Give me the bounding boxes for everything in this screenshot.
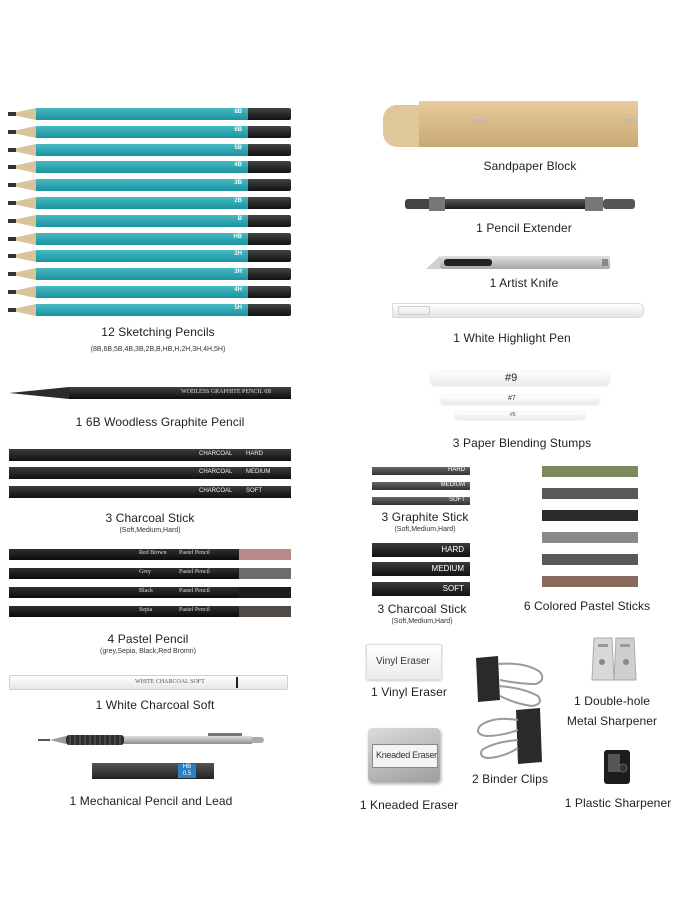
graphite-subcaption: (Soft,Medium,Hard) bbox=[394, 526, 456, 533]
pencil-grade-label: B bbox=[237, 215, 242, 222]
pastel-pencil bbox=[9, 606, 239, 617]
pencil-grade-label: 2H bbox=[234, 251, 242, 258]
stumps-caption: 3 Paper Blending Stumps bbox=[452, 436, 592, 450]
double-sharpener-caption-2: Metal Sharpener bbox=[566, 714, 658, 728]
charcoal-right-subcaption: (Soft,Medium,Hard) bbox=[391, 618, 453, 625]
sketching-pencil bbox=[8, 304, 291, 316]
white-charcoal-pencil bbox=[9, 675, 288, 690]
colored-pastel-stick bbox=[542, 576, 638, 587]
sketching-pencil bbox=[8, 197, 291, 209]
lead-tube bbox=[92, 763, 214, 779]
sketching-pencil bbox=[8, 233, 291, 245]
mechanical-pencil bbox=[38, 733, 264, 749]
pencil-grade-label: 3B bbox=[234, 180, 242, 187]
sketching-pencil bbox=[8, 108, 291, 120]
graphite-caption: 3 Graphite Stick bbox=[381, 510, 469, 524]
vinyl-eraser-label: Vinyl Eraser bbox=[376, 656, 430, 667]
pencil-grade-label: 6B bbox=[234, 126, 242, 133]
stump-label-7: #7 bbox=[508, 395, 516, 402]
pencil-grade-label: 4H bbox=[234, 287, 242, 293]
pencil-grade-label: 2B bbox=[234, 198, 242, 204]
sandpaper-caption: Sandpaper Block bbox=[483, 159, 577, 173]
artist-knife bbox=[426, 254, 610, 271]
vinyl-eraser bbox=[366, 644, 442, 680]
colored-pastel-stick bbox=[542, 488, 638, 499]
graphite-stick-soft bbox=[372, 497, 470, 505]
pastel-color-name: Red Brown bbox=[139, 550, 167, 556]
colored-pastels-caption: 6 Colored Pastel Sticks bbox=[523, 599, 651, 613]
pastel-pencils-caption: 4 Pastel Pencil bbox=[107, 632, 189, 646]
pencil-extender bbox=[405, 196, 635, 212]
kneaded-eraser-caption: 1 Kneaded Eraser bbox=[359, 798, 459, 812]
highlight-pen-caption: 1 White Highlight Pen bbox=[453, 331, 571, 345]
colored-pastel-stick bbox=[542, 554, 638, 565]
woodless-graphite-pencil bbox=[9, 387, 291, 399]
pastel-color-name: Grey bbox=[139, 569, 151, 575]
plastic-sharpener-caption: 1 Plastic Sharpener bbox=[564, 796, 672, 810]
charcoal-stick-medium bbox=[9, 467, 291, 479]
double-sharpener-caption-1: 1 Double-hole bbox=[573, 694, 651, 708]
kneaded-eraser bbox=[368, 728, 440, 782]
pastel-pencil bbox=[9, 549, 239, 560]
charcoal-stick-soft bbox=[9, 486, 291, 498]
binder-clip-1 bbox=[476, 656, 542, 706]
white-charcoal-imprint: WHITE CHARCOAL SOFT bbox=[135, 679, 205, 685]
woodless-imprint: WODLESS GRAPHITE PENCIL 6B bbox=[181, 389, 272, 395]
blending-stump-7 bbox=[440, 395, 600, 405]
sketching-pencil bbox=[8, 179, 291, 191]
extender-caption: 1 Pencil Extender bbox=[476, 221, 572, 235]
sketching-pencils-subcaption: (8B,6B,5B,4B,3B,2B,B,HB,H,2H,3H,4H,5H) bbox=[90, 346, 226, 353]
pastel-label: Pastel Pencil bbox=[179, 550, 210, 556]
lead-size-label: 0.5 bbox=[182, 771, 192, 777]
mechanical-pencil-caption: 1 Mechanical Pencil and Lead bbox=[69, 794, 233, 808]
knife-caption: 1 Artist Knife bbox=[489, 276, 559, 290]
sketching-pencil bbox=[8, 268, 291, 280]
charcoal-left-subcaption: (Soft,Medium,Hard) bbox=[119, 527, 181, 534]
graphite-stick-medium bbox=[372, 482, 470, 490]
kneaded-eraser-label: Kneaded Eraser bbox=[376, 750, 437, 760]
plastic-sharpener bbox=[602, 748, 632, 786]
binder-clip-2 bbox=[478, 708, 542, 764]
charcoal-right-grade: SOFT bbox=[442, 584, 464, 593]
pastel-color-name: Sepia bbox=[139, 607, 153, 613]
graphite-stick-hard bbox=[372, 467, 470, 475]
charcoal-stick-label: CHARCOAL bbox=[199, 451, 233, 457]
pencil-grade-label: 3H bbox=[234, 269, 242, 276]
charcoal-right-grade: HARD bbox=[441, 545, 464, 554]
sketching-pencil bbox=[8, 126, 291, 138]
stump-label-9: #9 bbox=[505, 372, 518, 384]
charcoal-stick-grade: MEDIUM bbox=[246, 469, 271, 475]
pencil-grade-label: 5H bbox=[234, 304, 242, 311]
sketching-pencil bbox=[8, 144, 291, 156]
pastel-label: Pastel Pencil bbox=[179, 569, 210, 575]
charcoal-stick-label: CHARCOAL bbox=[199, 469, 233, 475]
colored-pastel-stick bbox=[542, 532, 638, 543]
blending-stump-9 bbox=[430, 372, 610, 386]
graphite-stick-grade: HARD bbox=[447, 467, 465, 473]
white-highlight-pen bbox=[392, 303, 642, 316]
sandpaper-block bbox=[383, 101, 638, 147]
graphite-stick-grade: SOFT bbox=[449, 497, 465, 503]
sketching-pencils-caption: 12 Sketching Pencils bbox=[101, 325, 215, 339]
colored-pastel-stick bbox=[542, 466, 638, 477]
pencil-grade-label: HB bbox=[233, 233, 242, 240]
charcoal-stick-right-hard bbox=[372, 543, 470, 557]
charcoal-stick-right-medium bbox=[372, 562, 470, 576]
white-charcoal-caption: 1 White Charcoal Soft bbox=[95, 698, 215, 712]
binder-clips bbox=[468, 650, 552, 766]
stump-label-5: #5 bbox=[510, 412, 516, 418]
charcoal-right-caption: 3 Charcoal Stick bbox=[377, 602, 467, 616]
pastel-label: Pastel Pencil bbox=[179, 607, 210, 613]
charcoal-stick-grade: SOFT bbox=[246, 488, 262, 494]
pastel-pencil bbox=[9, 587, 239, 598]
colored-pastel-stick bbox=[542, 510, 638, 521]
graphite-stick-grade: MEDIUM bbox=[440, 482, 465, 488]
pencil-grade-label: 5B bbox=[234, 144, 242, 151]
charcoal-stick-grade: HARD bbox=[246, 451, 264, 457]
blending-stump-5 bbox=[455, 412, 585, 420]
pastel-label: Pastel Pencil bbox=[179, 588, 210, 594]
double-hole-sharpener bbox=[588, 636, 640, 682]
sketching-pencil bbox=[8, 250, 291, 262]
pencil-grade-label: 8B bbox=[234, 109, 242, 115]
pencil-grade-label: 4B bbox=[234, 162, 242, 169]
sketching-pencil bbox=[8, 161, 291, 173]
binder-clips-caption: 2 Binder Clips bbox=[471, 772, 549, 786]
charcoal-stick-hard bbox=[9, 449, 291, 461]
vinyl-eraser-caption: 1 Vinyl Eraser bbox=[371, 685, 447, 699]
charcoal-left-caption: 3 Charcoal Stick bbox=[105, 511, 195, 525]
charcoal-stick-right-soft bbox=[372, 582, 470, 596]
sketching-pencil bbox=[8, 215, 291, 227]
pastel-pencil bbox=[9, 568, 239, 579]
pastel-pencils-subcaption: (grey,Sepia, Black,Red Bromn) bbox=[100, 648, 196, 655]
sketching-pencil bbox=[8, 286, 291, 298]
charcoal-right-grade: MEDIUM bbox=[431, 564, 464, 573]
lead-grade-label: HB bbox=[182, 764, 192, 770]
pastel-color-name: Black bbox=[139, 588, 153, 594]
charcoal-stick-label: CHARCOAL bbox=[199, 488, 233, 494]
woodless-pencil-caption: 1 6B Woodless Graphite Pencil bbox=[75, 415, 245, 429]
